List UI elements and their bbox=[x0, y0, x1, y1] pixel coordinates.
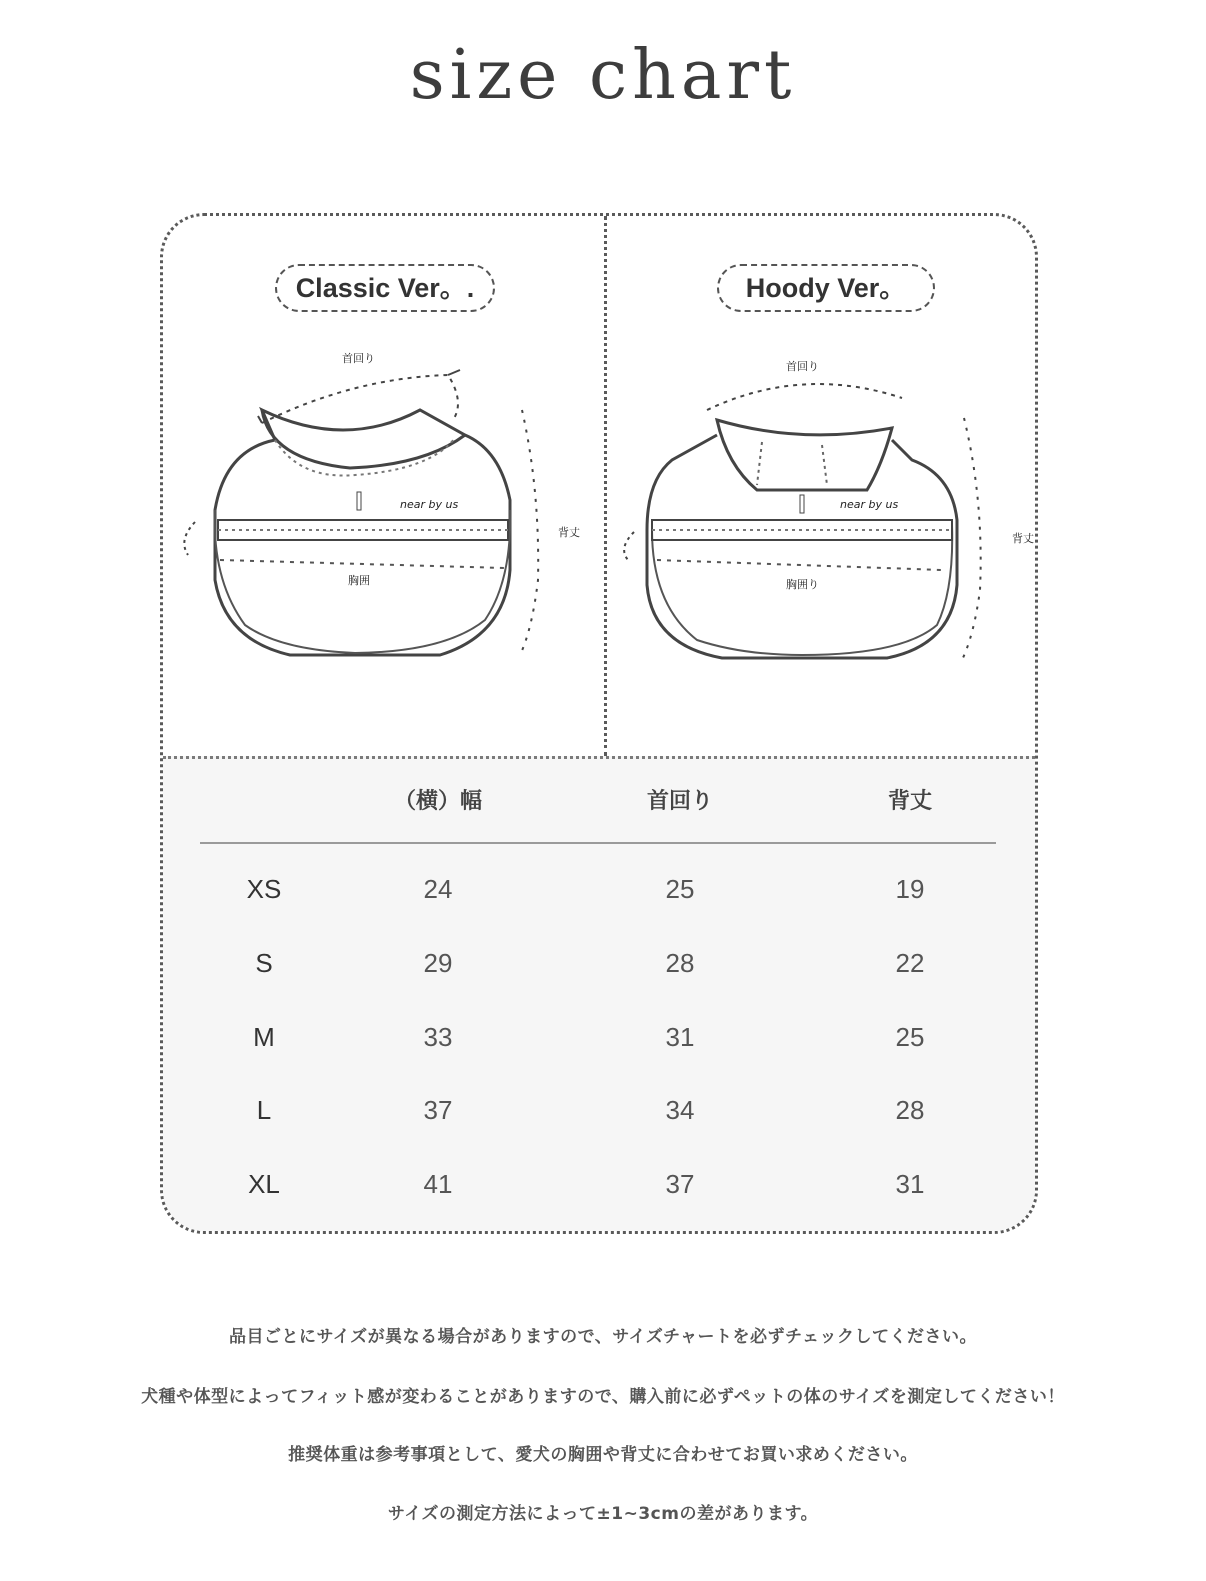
classic-chest-label: 胸囲 bbox=[348, 574, 370, 587]
note-text: サイズの測定方法によって±1~3cmの差があります。 bbox=[387, 1504, 819, 1524]
hoody-bib-diagram bbox=[612, 350, 1042, 670]
back-value: 31 bbox=[895, 1169, 925, 1199]
header-neck: 首回り bbox=[646, 789, 713, 814]
classic-version-label: Classic Ver。. bbox=[275, 264, 495, 312]
hoody-version-label: Hoody Ver。 bbox=[717, 264, 935, 312]
header-divider bbox=[200, 842, 996, 844]
table-row bbox=[0, 1017, 1206, 1057]
back-value: 28 bbox=[895, 1095, 925, 1125]
width-value: 41 bbox=[423, 1169, 453, 1199]
classic-brand-text: near by us bbox=[400, 498, 459, 511]
size-table-background bbox=[163, 756, 1035, 1234]
header-back-length: 背丈 bbox=[887, 789, 932, 814]
size-label: L bbox=[256, 1095, 272, 1125]
width-value: 29 bbox=[423, 948, 453, 978]
table-row bbox=[0, 869, 1206, 909]
neck-value: 34 bbox=[665, 1095, 695, 1125]
back-value: 22 bbox=[895, 948, 925, 978]
table-row bbox=[0, 943, 1206, 983]
size-label: XS bbox=[246, 874, 282, 904]
hoody-back-label: 背丈 bbox=[1012, 532, 1034, 545]
back-value: 19 bbox=[895, 874, 925, 904]
classic-neck-label: 首回り bbox=[342, 352, 375, 365]
neck-value: 31 bbox=[665, 1022, 695, 1052]
table-row bbox=[0, 1090, 1206, 1130]
classic-bib-diagram bbox=[170, 340, 590, 670]
hoody-brand-text: near by us bbox=[840, 498, 899, 511]
classic-back-label: 背丈 bbox=[558, 526, 580, 539]
note-text: 品目ごとにサイズが異なる場合がありますので、サイズチャートを必ずチェックしてください。 bbox=[228, 1327, 978, 1347]
note-text: 推奨体重は参考事項として、愛犬の胸囲や背丈に合わせてお買い求めください。 bbox=[288, 1445, 918, 1465]
neck-value: 37 bbox=[665, 1169, 695, 1199]
width-value: 33 bbox=[423, 1022, 453, 1052]
header-width: （横）幅 bbox=[393, 789, 482, 814]
size-label: XL bbox=[248, 1169, 280, 1199]
width-value: 37 bbox=[423, 1095, 453, 1125]
hoody-neck-label: 首回り bbox=[786, 360, 819, 373]
table-row bbox=[0, 1164, 1206, 1204]
size-label: M bbox=[253, 1022, 275, 1052]
neck-value: 28 bbox=[665, 948, 695, 978]
note-text: 犬種や体型によってフィット感が変わることがありますので、購入前に必ずペットの体のサイズを測定してください！ bbox=[141, 1387, 1065, 1407]
size-label: S bbox=[255, 948, 273, 978]
back-value: 25 bbox=[895, 1022, 925, 1052]
panel-divider bbox=[604, 216, 607, 756]
width-value: 24 bbox=[423, 874, 453, 904]
hoody-chest-label: 胸囲り bbox=[786, 578, 819, 591]
page-title: size chart bbox=[409, 36, 797, 115]
neck-value: 25 bbox=[665, 874, 695, 904]
